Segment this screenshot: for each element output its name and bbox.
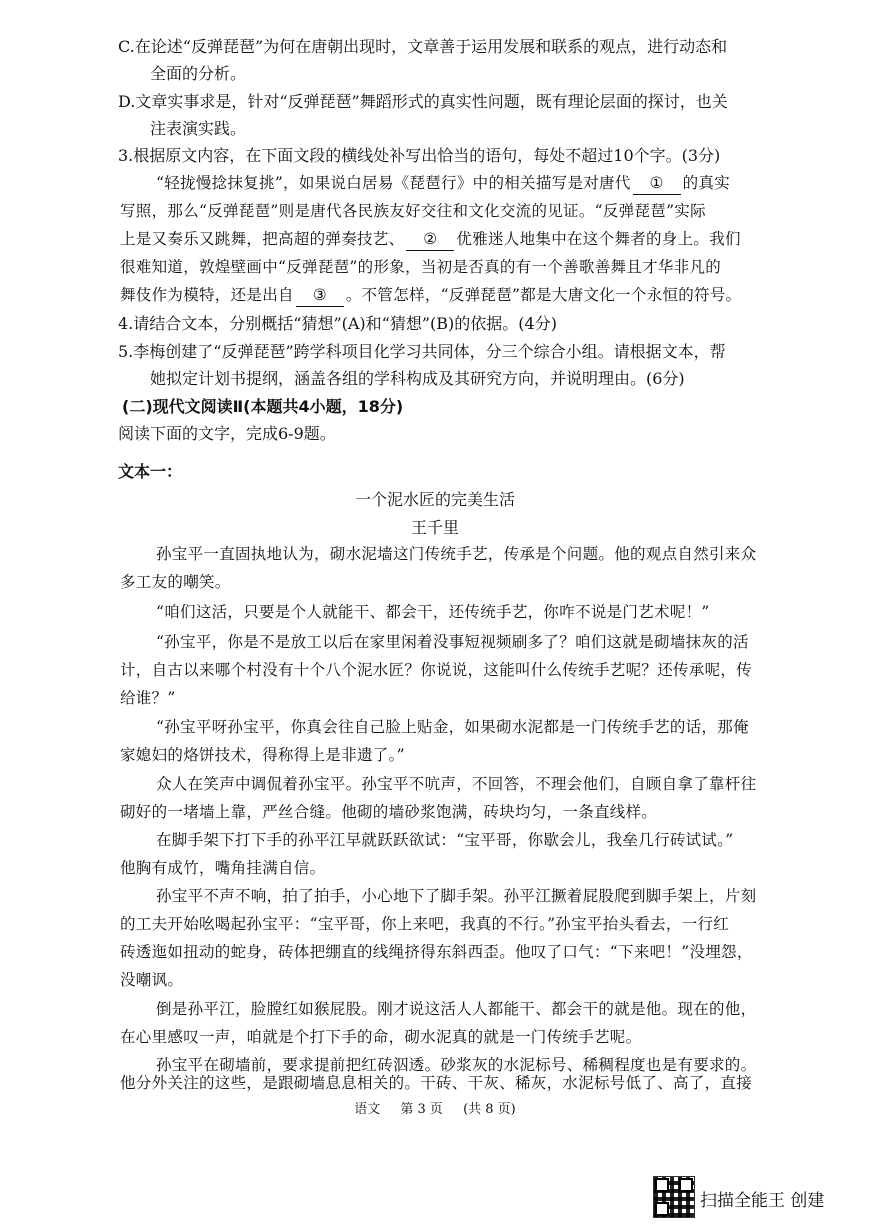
fill-text: 上是又奏乐又跳舞，把高超的弹奏技艺、 (120, 230, 405, 248)
story-line: 砌好的一堵墙上靠，严丝合缝。他砌的墙砂浆饱满，砖块均匀，一条直线样。 (120, 803, 658, 821)
fill-text: “轻拢慢捻抹复挑”，如果说白居易《琵琶行》中的相关描写是对唐代 (156, 174, 631, 192)
story-line: 给谁？” (120, 689, 176, 707)
fill-paragraph-line3 (120, 228, 808, 251)
question-5-line2: 她拟定计划书提纲，涵盖各组的学科构成及其研究方向，并说明理由。(6分) (150, 369, 685, 388)
story-title: 一个泥水匠的完美生活 (354, 490, 515, 509)
fill-text: 优雅迷人地集中在这个舞者的身上。我们 (456, 230, 741, 248)
story-line: 没嘲讽。 (120, 971, 184, 989)
story-line: 孙宝平一直固执地认为，砌水泥墙这门传统手艺，传承是个问题。他的观点自然引来众 (156, 545, 757, 563)
story-line: 倒是孙平江，脸膛红如猴屁股。刚才说这活人人都能干、都会干的就是他。现在的他， (156, 1000, 757, 1018)
fill-paragraph-line5 (120, 284, 808, 307)
footer-page: 第 3 页 (400, 1102, 443, 1117)
page-footer (0, 1098, 870, 1117)
story-line: 多工友的嘲笑。 (120, 573, 231, 591)
reading-instruction: 阅读下面的文字，完成6-9题。 (118, 424, 336, 443)
story-line: 的工夫开始吆喝起孙宝平：“宝平哥，你上来吧，我真的不行。”孙宝平抬头看去，一行红 (120, 915, 730, 933)
fill-paragraph-line1 (156, 172, 808, 195)
story-line: 家媳妇的烙饼技术，得称得上是非遗了。” (120, 746, 405, 764)
story-line: 众人在笑声中调侃着孙宝平。孙宝平不吭声，不回答，不理会他们，自顾自拿了靠杆往 (156, 775, 757, 793)
fill-text: 的真实 (682, 174, 731, 192)
option-d-line2: 注表演实践。 (150, 119, 247, 138)
section-heading: (二)现代文阅读Ⅱ(本题共4小题，18分) (122, 397, 404, 416)
story-line: 在脚手架下打下手的孙平江早就跃跃欲试：“宝平哥，你歇会儿，我垒几行砖试试。” (156, 831, 734, 849)
footer-subject: 语文 (354, 1102, 381, 1117)
blank-3: ③ (296, 284, 344, 307)
story-line: 孙宝平在砌墙前，要求提前把红砖泅透。砂浆灰的水泥标号、稀稠程度也是有要求的。 (156, 1056, 757, 1074)
footer-total: (共 8 页) (463, 1102, 516, 1117)
story-line: “孙宝平呀孙宝平，你真会往自己脸上贴金，如果砌水泥都是一门传统手艺的话，那俺 (156, 718, 749, 736)
option-c-line2: 全面的分析。 (150, 64, 247, 83)
fill-paragraph-line4: 很难知道，敦煌壁画中“反弹琵琶”的形象，当初是否真的有一个善歌善舞且才华非凡的 (120, 258, 722, 276)
fill-paragraph-line2: 写照，那么“反弹琵琶”则是唐代各民族友好交往和文化交流的见证。“反弹琵琶”实际 (120, 202, 706, 220)
story-author: 王千里 (410, 518, 459, 537)
question-4: 4.请结合文本，分别概括“猜想”(A)和“猜想”(B)的依据。(4分) (118, 314, 557, 333)
option-d-line1: D.文章实事求是，针对“反弹琵琶”舞蹈形式的真实性问题，既有理论层面的探讨，也关 (118, 92, 728, 111)
story-line: “咱们这活，只要是个人就能干、都会干，还传统手艺，你咋不说是门艺术呢！” (156, 603, 710, 621)
fill-text: 舞伎作为模特，还是出自 (120, 286, 294, 304)
story-line: 他分外关注的这些，是跟砌墙息息相关的。干砖、干灰、稀灰，水泥标号低了、高了，直接 (120, 1074, 753, 1092)
question-5-line1: 5.李梅创建了“反弹琵琶”跨学科项目化学习共同体，分三个综合小组。请根据文本，帮 (118, 342, 726, 361)
story-line: 孙宝平不声不响，拍了拍手，小心地下了脚手架。孙平江撅着屁股爬到脚手架上，片刻 (156, 887, 757, 905)
blank-1: ① (633, 172, 681, 195)
story-line: 砖透迤如扭动的蛇身，砖体把绷直的线绳挤得东斜西歪。他叹了口气：“下来吧！”没埋怨， (120, 943, 753, 961)
scanner-watermark: 扫描全能王 创建 (700, 1191, 825, 1211)
qr-code-icon (653, 1176, 695, 1218)
story-line: 他胸有成竹，嘴角挂满自信。 (120, 859, 326, 877)
story-line: “孙宝平，你是不是放工以后在家里闲着没事短视频刷多了？咱们这就是砌墙抹灰的活 (156, 633, 749, 651)
story-line: 在心里感叹一声，咱就是个打下手的命，砌水泥真的就是一门传统手艺呢。 (120, 1028, 642, 1046)
question-3: 3.根据原文内容，在下面文段的横线处补写出恰当的语句，每处不超过10个字。(3分) (118, 146, 721, 165)
fill-text: 。不管怎样，“反弹琵琶”都是大唐文化一个永恒的符号。 (345, 286, 742, 304)
option-c-line1: C.在论述“反弹琵琶”为何在唐朝出现时，文章善于运用发展和联系的观点，进行动态和 (118, 37, 728, 56)
story-line: 计，自古以来哪个村没有十个八个泥水匠？你说说，这能叫什么传统手艺呢？还传承呢，传 (120, 661, 753, 679)
text-label: 文本一： (118, 462, 183, 481)
blank-2: ② (406, 228, 454, 251)
